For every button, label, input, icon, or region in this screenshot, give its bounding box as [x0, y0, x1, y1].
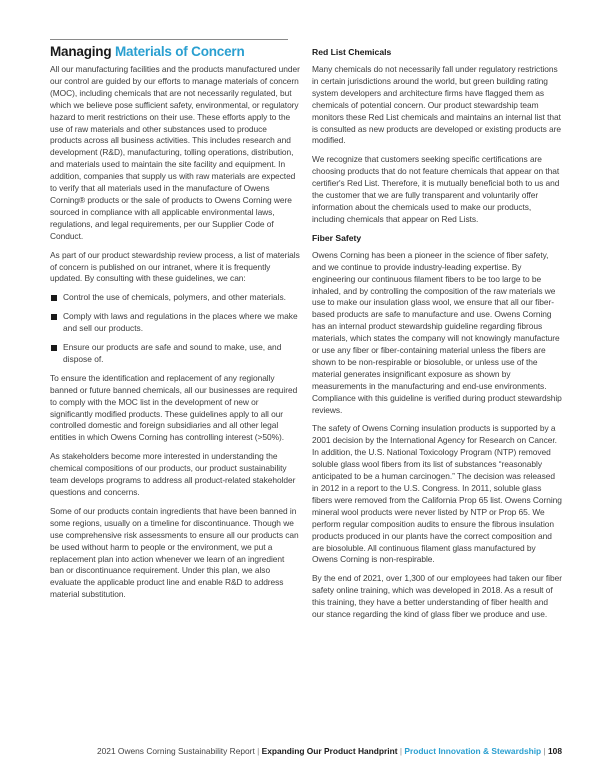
- paragraph: Many chemicals do not necessarily fall under regulatory restrictions in certain jurisdictions around the world, but green building rating system developers and architecture firms have flagged them as chemicals of potential concern. Our product stewardship team monitors these Red List chemicals and maintains an internal list that is consulted as new products are developed or existing products are modified.: [312, 64, 561, 146]
- bullet-list: [50, 292, 300, 366]
- footer-separator: |: [399, 746, 403, 756]
- paragraph: We recognize that customers seeking specific certifications are choosing products that do not feature chemicals that appear on that certifier's Red List. Therefore, it is mutually beneficial both to us and the customer that we are fully transparent and voluntarily offer information about the chemicals used to make our products, including chemicals that appear on Red Lists.: [312, 154, 560, 224]
- title-accent: Materials of Concern: [114, 44, 245, 59]
- paragraph: Some of our products contain ingredients that have been banned in some regions, usually on a timeline for discontinuance. Though we use comprehensive risk assessments to ensure all our products can be used without harm to people or the environment, we put a replacement plan into action whenever we learn of an ingredient ban or discontinuance requirement. Under this plan, we also evaluate the applicable product line and enable R&D to address material substitution.: [50, 505, 299, 600]
- section-heading-fiber-safety: Fiber Safety: [312, 232, 362, 243]
- list-item-text: Ensure our products are safe and sound to make, use, and dispose of.: [63, 342, 282, 364]
- paragraph: By the end of 2021, over 1,300 of our employees had taken our fiber safety online training, which was developed in 2018. As a result of this training, they have a better understanding of fiber health and our stance regarding the kind of glass fiber we produce and use.: [312, 573, 562, 620]
- paragraph: Owens Corning has been a pioneer in the science of fiber safety, and we continue to provide industry-leading expertise. By engineering our continuous filament fibers to be too large to be inhaled, and by controlling the composition of the raw materials we use to make our insulation glass wool, we ensure that all our fiber-based products are safe to manufacture and use. Owens Corning has an internal product stewardship guideline regarding fibrous materials, which states the company will not knowingly manufacture or use any fiber or fiber-containing material unless the fibers are shown to be non-respirable or biosoluble, or unless use of the material generates insignificant exposure as shown by measurements in the manufacturing and end-use environments. Compliance with this guideline is verified during product stewardship reviews.: [312, 249, 562, 415]
- footer-separator: |: [257, 746, 260, 756]
- square-bullet-icon: [51, 345, 57, 351]
- paragraph: As stakeholders become more interested in understanding the chemical compositions of our products, our product sustainability team develops programs to address all product-related stakeholder questions and concerns.: [50, 451, 296, 497]
- title-prefix: Managing: [50, 44, 112, 59]
- list-item: [50, 292, 300, 304]
- top-divider: [50, 39, 288, 40]
- square-bullet-icon: [51, 295, 57, 301]
- paragraph: To ensure the identification and replacement of any regionally banned or future banned chemicals, all our businesses are required to comply with the MOC list in the development of new or significantly modified products. These guidelines apply to all our controlled domestic and foreign subsidiaries and all other legal entities in which Owens Corning has controlling interest (>50%).: [50, 372, 298, 443]
- page-title: [50, 44, 300, 60]
- page-number: 108: [548, 746, 562, 756]
- footer-report-title: 2021 Owens Corning Sustainability Report: [96, 746, 255, 756]
- footer-subsection-link[interactable]: Product Innovation & Stewardship: [404, 746, 542, 756]
- square-bullet-icon: [51, 314, 57, 320]
- list-item: [50, 342, 300, 366]
- footer-separator: |: [543, 746, 546, 756]
- left-column: [50, 44, 300, 608]
- right-column: [312, 44, 562, 628]
- paragraph: The safety of Owens Corning insulation products is supported by a 2001 decision by the International Agency for Research on Cancer. In addition, the U.S. National Toxicology Program (NTP) removed soluble glass wool fibers from its list of substances “reasonably anticipated to be a human carcinogen.” The decision was released in 2012 in a report to the U.S. Congress. In 2011, soluble glass fibers were removed from the California Prop 65 list. Owens Corning mineral wool products were never listed by NTP or Prop 65. We perform regular composition audits to ensure the fibrous insulation products produced in our plants have the correct composition and are biosoluble. All continuous filament glass manufactured by Owens Corning is non-respirable.: [312, 423, 562, 565]
- list-item-text: Control the use of chemicals, polymers, and other materials.: [63, 292, 286, 303]
- list-item-text: Comply with laws and regulations in the places where we make and sell our products.: [63, 311, 298, 334]
- paragraph: All our manufacturing facilities and the products manufactured under our control are guided by our efforts to manage materials of concern (MOC), including chemicals that are not necessarily regulated, but which we believe pose sufficient safety, environmental, or regulatory hazard to merit restrictions on their use. These efforts apply to the use of raw materials and other substances used to produce products across all business activities. This includes research and development (R&D), manufacturing, tolling operations, distribution, and materials used to maintain the site facility and equipment. In addition, companies that supply us with raw materials are expected to verify that all materials used in the manufacture of Owens Corning® products or the sale of products to Owens Corning were sourced in compliance with all applicable environmental laws, regulations, and legal requirements, per our Supplier Code of Conduct.: [50, 64, 300, 241]
- section-heading-red-list: Red List Chemicals: [312, 47, 392, 57]
- page-footer: [0, 746, 562, 756]
- list-item: [50, 311, 300, 335]
- footer-section-link[interactable]: Expanding Our Product Handprint: [261, 746, 398, 756]
- paragraph: As part of our product stewardship review process, a list of materials of concern is published on our intranet, where it is frequently updated. By consulting with these guidelines, we can:: [50, 249, 300, 284]
